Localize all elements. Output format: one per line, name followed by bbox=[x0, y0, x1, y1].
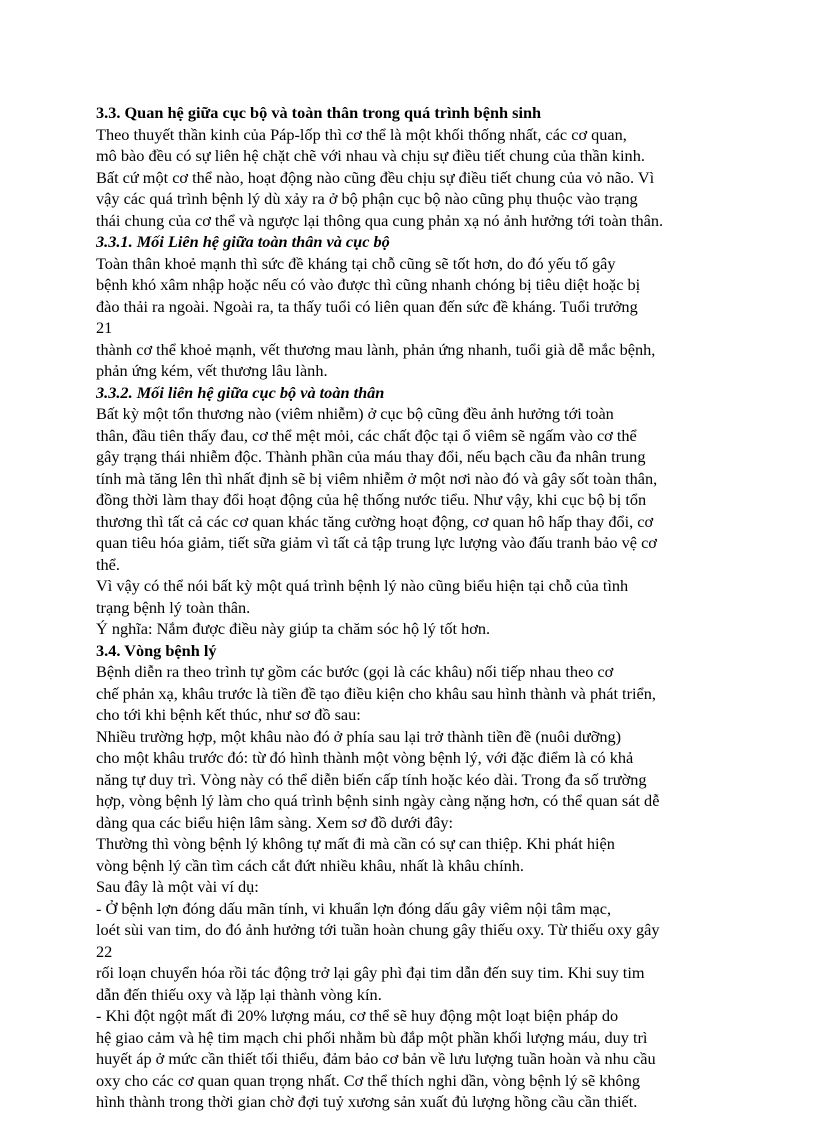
section-heading: 3.3.2. Mối liên hệ giữa cục bộ và toàn thân bbox=[96, 382, 385, 402]
text-line: oxy cho các cơ quan quan trọng nhất. Cơ thể thích nghi dần, vòng bệnh lý sẽ không bbox=[96, 1070, 640, 1090]
section-heading: 3.3. Quan hệ giữa cục bộ và toàn thân trong quá trình bệnh sinh bbox=[96, 103, 542, 122]
text-line: Vì vậy có thể nói bất kỳ một quá trình bệnh lý nào cũng biểu hiện tại chỗ của tình bbox=[96, 576, 629, 595]
text-line: thể. bbox=[96, 554, 120, 574]
text-line: 21 bbox=[96, 318, 113, 337]
text-line: huyết áp ở mức cần thiết tối thiểu, đảm bảo cơ bản về lưu lượng tuần hoàn và nhu cầu bbox=[96, 1049, 656, 1068]
document-body bbox=[96, 102, 736, 1113]
text-line: trạng bệnh lý toàn thân. bbox=[96, 597, 251, 617]
text-line: dàng qua các biểu hiện lâm sàng. Xem sơ đồ dưới đây: bbox=[96, 812, 454, 832]
text-line: đào thải ra ngoài. Ngoài ra, ta thấy tuổi có liên quan đến sức đề kháng. Tuổi trưởng bbox=[96, 296, 638, 316]
text-line: đồng thời làm thay đổi hoạt động của hệ thống nước tiểu. Như vậy, khi cục bộ bị tổn bbox=[96, 490, 647, 509]
text-line: 22 bbox=[96, 941, 113, 961]
section-heading: 3.4. Vòng bệnh lý bbox=[96, 640, 217, 660]
text-line: thành cơ thể khoẻ mạnh, vết thương mau lành, phản ứng nhanh, tuổi già dễ mắc bệnh, bbox=[96, 339, 656, 359]
text-line: Toàn thân khoẻ mạnh thì sức đề kháng tại chỗ cũng sẽ tốt hơn, do đó yếu tố gây bbox=[96, 253, 616, 273]
text-line: thái chung của cơ thể và ngược lại thông qua cung phản xạ nó ảnh hưởng tới toàn thân. bbox=[96, 210, 664, 230]
text-line: vòng bệnh lý cần tìm cách cắt đứt nhiều khâu, nhất là khâu chính. bbox=[96, 855, 524, 875]
text-line: rối loạn chuyển hóa rồi tác động trở lại gây phì đại tim dẫn đến suy tim. Khi suy tim bbox=[96, 963, 645, 982]
text-line: hình thành trong thời gian chờ đợi tuỷ xương sản xuất đủ lượng hồng cầu cần thiết. bbox=[96, 1092, 638, 1111]
text-line: Bệnh diễn ra theo trình tự gồm các bước (gọi là các khâu) nối tiếp nhau theo cơ bbox=[96, 662, 614, 681]
text-line: Bất kỳ một tổn thương nào (viêm nhiễm) ở cục bộ cũng đều ảnh hưởng tới toàn bbox=[96, 404, 614, 423]
text-line: loét sùi van tim, do đó ảnh hưởng tới tuần hoàn chung gây thiếu oxy. Từ thiếu oxy gây bbox=[96, 920, 660, 939]
text-line: mô bào đều có sự liên hệ chặt chẽ với nhau và chịu sự điều tiết chung của thần kinh. bbox=[96, 146, 645, 165]
text-line: - Ở bệnh lợn đóng dấu mãn tính, vi khuẩn lợn đóng dấu gây viêm nội tâm mạc, bbox=[96, 898, 612, 918]
text-line: Thường thì vòng bệnh lý không tự mất đi mà cần có sự can thiệp. Khi phát hiện bbox=[96, 834, 615, 853]
text-line: Theo thuyết thần kinh của Páp-lốp thì cơ thể là một khối thống nhất, các cơ quan, bbox=[96, 124, 627, 144]
text-line: hợp, vòng bệnh lý làm cho quá trình bệnh sinh ngày càng nặng hơn, có thể quan sát dễ bbox=[96, 791, 660, 810]
text-line: quan tiêu hóa giảm, tiết sữa giảm vì tất cả tập trung lực lượng vào đấu tranh bảo vệ cơ bbox=[96, 533, 657, 552]
text-line: Nhiều trường hợp, một khâu nào đó ở phía sau lại trở thành tiền đề (nuôi dưỡng) bbox=[96, 726, 622, 746]
text-line: dẫn đến thiếu oxy và lặp lại thành vòng kín. bbox=[96, 984, 382, 1004]
text-line: Sau đây là một vài ví dụ: bbox=[96, 877, 259, 896]
text-line: năng tự duy trì. Vòng này có thể diễn biến cấp tính hoặc kéo dài. Trong đa số trường bbox=[96, 769, 647, 789]
text-line: phản ứng kém, vết thương lâu lành. bbox=[96, 361, 328, 380]
text-line: cho tới khi bệnh kết thúc, như sơ đồ sau: bbox=[96, 705, 361, 724]
text-line: cho một khâu trước đó: từ đó hình thành một vòng bệnh lý, với đặc điểm là có khả bbox=[96, 748, 634, 767]
text-line: bệnh khó xâm nhập hoặc nếu có vào được thì cũng nhanh chóng bị tiêu diệt hoặc bị bbox=[96, 275, 641, 294]
text-line: Bất cứ một cơ thể nào, hoạt động nào cũng đều chịu sự điều tiết chung của vỏ não. Vì bbox=[96, 167, 655, 187]
text-line: Ý nghĩa: Nắm được điều này giúp ta chăm sóc hộ lý tốt hơn. bbox=[96, 619, 491, 638]
text-line: thân, đầu tiên thấy đau, cơ thể mệt mỏi, các chất độc tại ổ viêm sẽ ngấm vào cơ thể bbox=[96, 425, 637, 445]
text-line: tính mà tăng lên thì nhất định sẽ bị viêm nhiễm ở một nơi nào đó và gây sốt toàn thân, bbox=[96, 468, 658, 488]
text-line: chế phản xạ, khâu trước là tiền đề tạo điều kiện cho khâu sau hình thành và phát triển, bbox=[96, 683, 656, 703]
text-line: vậy các quá trình bệnh lý dù xảy ra ở bộ phận cục bộ nào cũng phụ thuộc vào trạng bbox=[96, 189, 638, 208]
text-line: thương thì tất cả các cơ quan khác tăng cường hoạt động, cơ quan hô hấp thay đổi, cơ bbox=[96, 511, 654, 531]
section-heading: 3.3.1. Mối Liên hệ giữa toàn thân và cục bộ bbox=[96, 232, 390, 251]
text-line: gây trạng thái nhiễm độc. Thành phần của máu thay đổi, nếu bạch cầu đa nhân trung bbox=[96, 447, 646, 466]
text-line: hệ giao cảm và hệ tim mạch chi phối nhằm bù đắp một phần khối lượng máu, duy trì bbox=[96, 1027, 648, 1047]
text-line: - Khi đột ngột mất đi 20% lượng máu, cơ thể sẽ huy động một loạt biện pháp do bbox=[96, 1006, 619, 1025]
